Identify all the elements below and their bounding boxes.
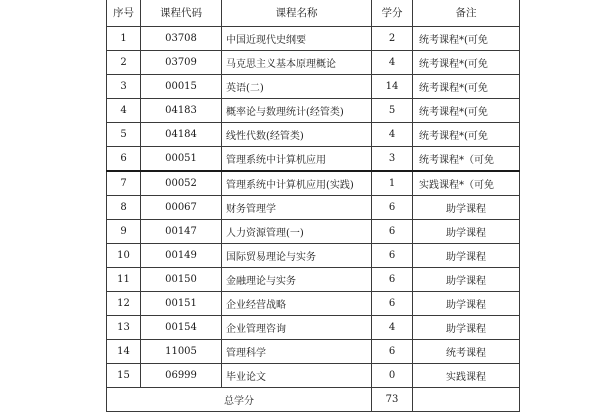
cell-serial-number: 9 (107, 220, 141, 244)
cell-course-code: 06999 (141, 364, 222, 388)
cell-remarks: 统考课程*(可免 (413, 51, 520, 75)
table-row (107, 268, 520, 292)
cell-course-code: 03708 (141, 27, 222, 51)
table-row (107, 196, 520, 220)
cell-credits: 5 (372, 99, 413, 123)
cell-credits: 0 (372, 364, 413, 388)
cell-course-code: 11005 (141, 340, 222, 364)
cell-course-code: 03709 (141, 51, 222, 75)
cell-serial-number: 10 (107, 244, 141, 268)
table-row (107, 244, 520, 268)
cell-remarks: 统考课程 (413, 340, 520, 364)
cell-course-name: 英语(二) (222, 75, 372, 99)
table-row (107, 171, 520, 196)
cell-course-name: 金融理论与实务 (222, 268, 372, 292)
cell-credits: 14 (372, 75, 413, 99)
cell-serial-number: 6 (107, 147, 141, 172)
cell-credits: 2 (372, 27, 413, 51)
table-row (107, 340, 520, 364)
cell-course-name: 管理系统中计算机应用 (222, 147, 372, 172)
cell-course-name: 人力资源管理(一) (222, 220, 372, 244)
header-course-name: 课程名称 (222, 0, 372, 27)
cell-credits: 6 (372, 196, 413, 220)
total-row (107, 388, 520, 412)
cell-serial-number: 12 (107, 292, 141, 316)
cell-credits: 1 (372, 171, 413, 196)
cell-credits: 3 (372, 147, 413, 172)
cell-serial-number: 1 (107, 27, 141, 51)
header-credits: 学分 (372, 0, 413, 27)
cell-remarks: 助学课程 (413, 196, 520, 220)
table-row (107, 220, 520, 244)
cell-serial-number: 7 (107, 171, 141, 196)
course-table (106, 0, 520, 412)
cell-remarks: 实践课程*（可免 (413, 171, 520, 196)
cell-course-name: 概率论与数理统计(经管类) (222, 99, 372, 123)
table-row (107, 27, 520, 51)
cell-serial-number: 14 (107, 340, 141, 364)
table-row (107, 123, 520, 147)
table-row (107, 75, 520, 99)
cell-course-code: 00067 (141, 196, 222, 220)
cell-remarks: 助学课程 (413, 220, 520, 244)
cell-course-code: 00051 (141, 147, 222, 172)
header-remarks: 备注 (413, 0, 520, 27)
cell-remarks: 助学课程 (413, 268, 520, 292)
cell-remarks: 统考课程*(可免 (413, 123, 520, 147)
cell-serial-number: 5 (107, 123, 141, 147)
cell-course-name: 中国近现代史纲要 (222, 27, 372, 51)
cell-credits: 4 (372, 51, 413, 75)
cell-course-name: 财务管理学 (222, 196, 372, 220)
cell-course-code: 00151 (141, 292, 222, 316)
cell-course-name: 企业经营战略 (222, 292, 372, 316)
total-credits-value: 73 (372, 388, 413, 412)
cell-serial-number: 15 (107, 364, 141, 388)
table-row (107, 147, 520, 172)
cell-serial-number: 8 (107, 196, 141, 220)
cell-course-name: 管理科学 (222, 340, 372, 364)
cell-credits: 6 (372, 268, 413, 292)
cell-course-code: 00149 (141, 244, 222, 268)
cell-remarks: 统考课程*(可免 (413, 75, 520, 99)
cell-course-code: 00150 (141, 268, 222, 292)
cell-remarks: 助学课程 (413, 316, 520, 340)
table-row (107, 316, 520, 340)
cell-remarks: 统考课程*(可免 (413, 27, 520, 51)
cell-course-name: 马克思主义基本原理概论 (222, 51, 372, 75)
table-row (107, 364, 520, 388)
cell-course-code: 04184 (141, 123, 222, 147)
table-header-row (107, 0, 520, 27)
cell-course-code: 04183 (141, 99, 222, 123)
table-row (107, 51, 520, 75)
cell-serial-number: 2 (107, 51, 141, 75)
cell-credits: 4 (372, 123, 413, 147)
cell-credits: 6 (372, 244, 413, 268)
cell-course-code: 00147 (141, 220, 222, 244)
cell-remarks: 统考课程*（可免 (413, 147, 520, 172)
cell-credits: 6 (372, 220, 413, 244)
cell-course-name: 毕业论文 (222, 364, 372, 388)
cell-course-name: 企业管理咨询 (222, 316, 372, 340)
cell-course-code: 00015 (141, 75, 222, 99)
total-credits-label: 总学分 (107, 388, 372, 412)
header-serial-number: 序号 (107, 0, 141, 27)
cell-remarks: 助学课程 (413, 292, 520, 316)
cell-course-name: 管理系统中计算机应用(实践) (222, 171, 372, 196)
cell-serial-number: 11 (107, 268, 141, 292)
total-remarks (413, 388, 520, 412)
cell-credits: 6 (372, 292, 413, 316)
cell-course-name: 国际贸易理论与实务 (222, 244, 372, 268)
cell-credits: 4 (372, 316, 413, 340)
cell-course-code: 00052 (141, 171, 222, 196)
cell-course-code: 00154 (141, 316, 222, 340)
cell-remarks: 统考课程*(可免 (413, 99, 520, 123)
header-course-code: 课程代码 (141, 0, 222, 27)
cell-serial-number: 13 (107, 316, 141, 340)
cell-serial-number: 4 (107, 99, 141, 123)
cell-serial-number: 3 (107, 75, 141, 99)
table-row (107, 99, 520, 123)
cell-course-name: 线性代数(经管类) (222, 123, 372, 147)
cell-remarks: 助学课程 (413, 244, 520, 268)
table-row (107, 292, 520, 316)
cell-credits: 6 (372, 340, 413, 364)
cell-remarks: 实践课程 (413, 364, 520, 388)
